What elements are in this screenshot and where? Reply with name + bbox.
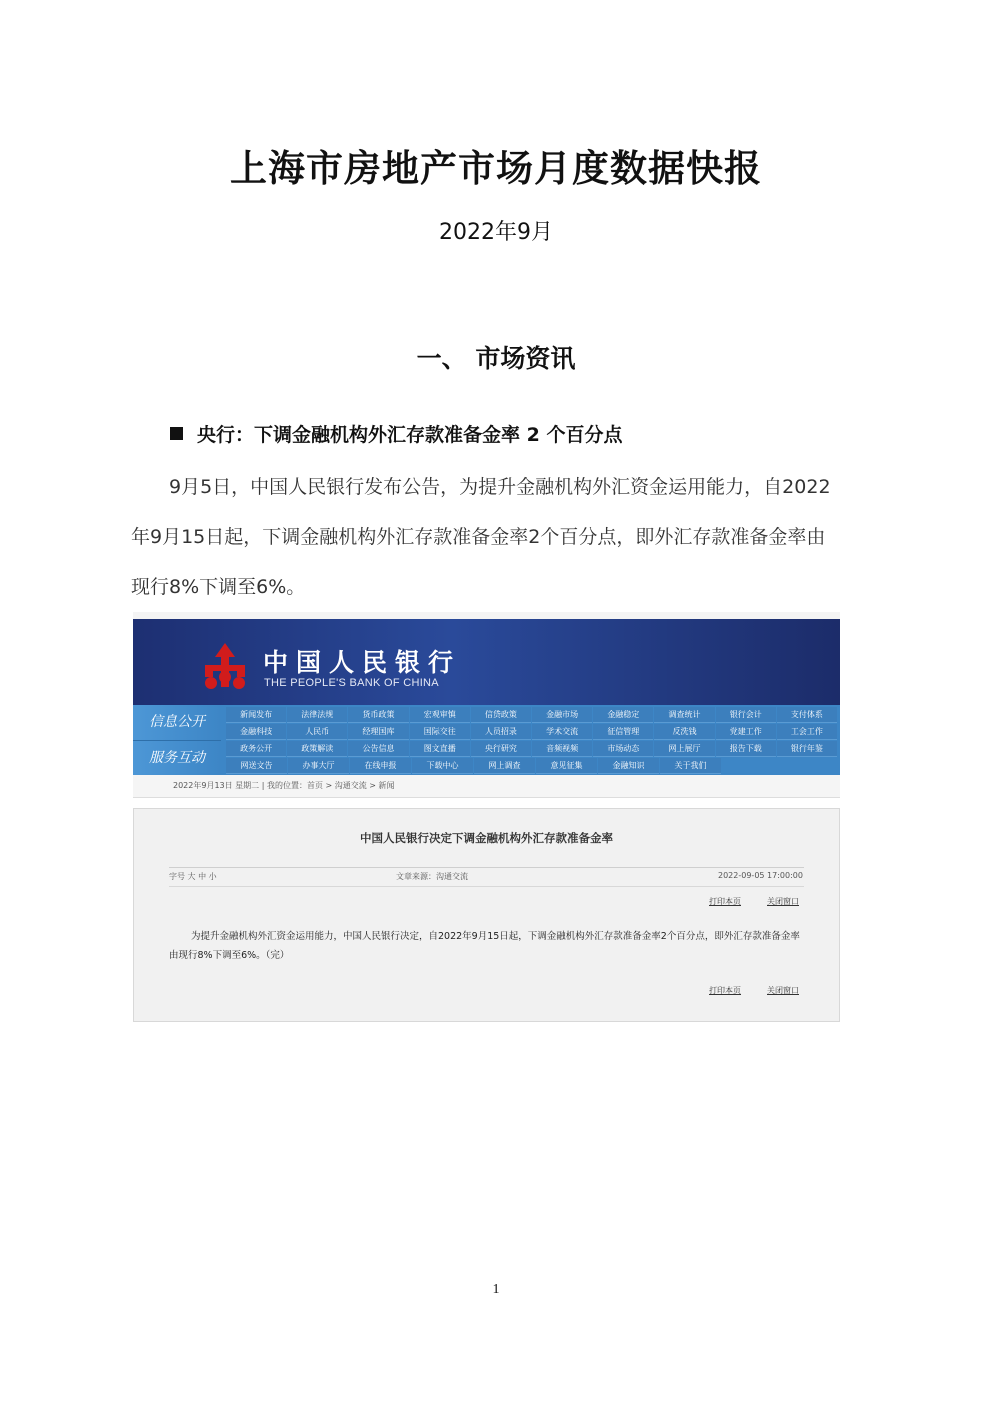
nav-item[interactable]: 政务公开	[226, 741, 286, 757]
page-number: 1	[492, 1282, 500, 1297]
nav-row	[226, 758, 838, 775]
nav-item[interactable]: 市场动态	[593, 741, 653, 757]
nav-item[interactable]: 在线申报	[350, 758, 411, 774]
screenshot-top-strip	[133, 612, 840, 619]
nav-item[interactable]: 宏观审慎	[410, 707, 470, 723]
nav-item[interactable]: 人民币	[287, 724, 347, 740]
nav-item[interactable]: 国际交往	[410, 724, 470, 740]
nav-item[interactable]: 意见征集	[536, 758, 597, 774]
nav-item[interactable]: 金融知识	[598, 758, 659, 774]
nav-item[interactable]: 公告信息	[348, 741, 408, 757]
font-size-selector[interactable]: 字号 大 中 小	[169, 872, 217, 881]
nav-item[interactable]: 党建工作	[716, 724, 776, 740]
nav-item[interactable]: 央行研究	[471, 741, 531, 757]
nav-item[interactable]: 法律法规	[287, 707, 347, 723]
nav-item[interactable]: 网上调查	[474, 758, 535, 774]
nav-item[interactable]: 人员招录	[471, 724, 531, 740]
nav-item[interactable]: 关于我们	[660, 758, 721, 774]
nav-category-service[interactable]: 服务互动	[133, 740, 221, 776]
close-window-link-bottom[interactable]: 关闭窗口	[767, 986, 799, 995]
nav-item[interactable]: 征信管理	[593, 724, 653, 740]
nav-item[interactable]: 经理国库	[348, 724, 408, 740]
nav-item[interactable]: 网送文告	[226, 758, 287, 774]
nav-item[interactable]: 调查统计	[654, 707, 714, 723]
article-title: 中国人民银行决定下调金融机构外汇存款准备金率	[360, 831, 613, 845]
nav-item[interactable]: 办事大厅	[288, 758, 349, 774]
nav-item[interactable]: 学术交流	[532, 724, 592, 740]
bank-name-cn: 中国人民银行	[263, 648, 462, 677]
nav-grid	[226, 707, 838, 775]
article-timestamp: 2022-09-05 17:00:00	[718, 871, 803, 880]
bank-name-en: THE PEOPLE'S BANK OF CHINA	[264, 677, 439, 689]
nav-item[interactable]: 网上展厅	[654, 741, 714, 757]
nav-item[interactable]: 金融稳定	[593, 707, 653, 723]
nav-item[interactable]: 反洗钱	[654, 724, 714, 740]
nav-item[interactable]: 金融科技	[226, 724, 286, 740]
nav-item[interactable]: 政策解读	[287, 741, 347, 757]
document-date: 2022年9月	[439, 220, 553, 245]
document-title: 上海市房地产市场月度数据快报	[230, 146, 762, 190]
nav-item[interactable]: 货币政策	[348, 707, 408, 723]
pboc-logo-icon	[199, 641, 251, 693]
nav-row	[226, 741, 838, 758]
nav-item[interactable]: 银行会计	[716, 707, 776, 723]
article-body: 为提升金融机构外汇资金运用能力，中国人民银行决定，自2022年9月15日起，下调金融机构外汇存款准备金率2个百分点，即外汇存款准备金率由现行8%下调至6%。（完）	[169, 931, 800, 961]
nav-item[interactable]: 信贷政策	[471, 707, 531, 723]
bullet-square-icon	[170, 427, 183, 440]
article-panel	[133, 808, 840, 1022]
nav-item[interactable]: 新闻发布	[226, 707, 286, 723]
article-divider	[169, 867, 804, 868]
site-navigation	[133, 705, 840, 775]
nav-item[interactable]: 支付体系	[777, 707, 837, 723]
nav-item[interactable]: 报告下载	[716, 741, 776, 757]
pboc-banner	[133, 619, 840, 705]
bullet-heading	[170, 420, 622, 447]
breadcrumb	[133, 775, 840, 798]
article-source: 文章来源：沟通交流	[396, 872, 468, 881]
breadcrumb-text: 2022年9月13日 星期二 | 我的位置：首页 > 沟通交流 > 新闻	[173, 781, 395, 790]
print-page-link[interactable]: 打印本页	[709, 897, 741, 906]
nav-item[interactable]: 银行年鉴	[777, 741, 837, 757]
pboc-website-screenshot	[133, 612, 840, 1022]
nav-item[interactable]: 图文直播	[410, 741, 470, 757]
nav-row	[226, 724, 838, 741]
nav-item[interactable]: 音频视频	[532, 741, 592, 757]
nav-row	[226, 707, 838, 724]
nav-item[interactable]: 工会工作	[777, 724, 837, 740]
section-heading: 一、 市场资讯	[416, 344, 576, 373]
close-window-link[interactable]: 关闭窗口	[767, 897, 799, 906]
bullet-heading-text: 央行：下调金融机构外汇存款准备金率 2 个百分点	[197, 424, 623, 446]
nav-item[interactable]: 金融市场	[532, 707, 592, 723]
print-page-link-bottom[interactable]: 打印本页	[709, 986, 741, 995]
nav-category-info[interactable]: 信息公开	[133, 705, 221, 740]
nav-item[interactable]: 下载中心	[412, 758, 473, 774]
meta-divider	[169, 886, 804, 887]
news-paragraph: 9月5日，中国人民银行发布公告，为提升金融机构外汇资金运用能力，自2022年9月15日起，下调金融机构外汇存款准备金率2个百分点，即外汇存款准备金率由现行8%下调至6%。	[131, 476, 831, 598]
